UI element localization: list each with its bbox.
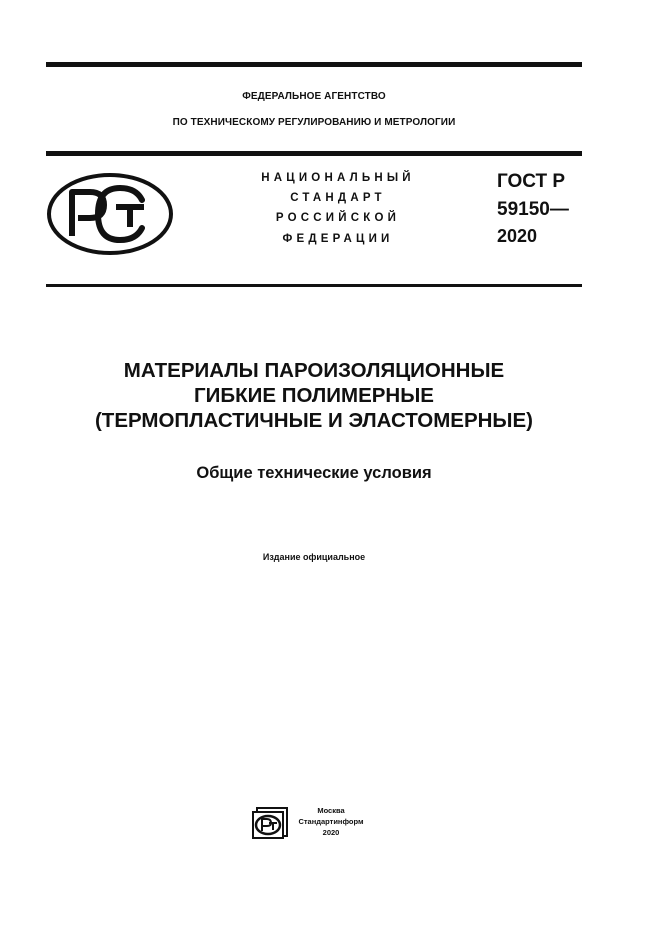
- top-rule: [46, 62, 582, 67]
- standartinform-logo-icon: [249, 806, 289, 840]
- title-line-2: ГИБКИЕ ПОЛИМЕРНЫЕ: [194, 384, 434, 407]
- standard-type-line-2: СТАНДАРТ: [290, 192, 386, 204]
- designation-line-3: 2020: [497, 226, 538, 246]
- header-bottom-rule: [46, 284, 582, 287]
- header-rule: [46, 151, 582, 156]
- standard-type-line-4: ФЕДЕРАЦИИ: [282, 233, 394, 245]
- designation-line-1: ГОСТ Р: [497, 171, 566, 192]
- publisher-year: 2020: [322, 828, 340, 837]
- gost-r-emblem-icon: [46, 172, 174, 256]
- standard-type-line-3: РОССИЙСКОЙ: [275, 212, 401, 224]
- agency-line-1: ФЕДЕРАЛЬНОЕ АГЕНТСТВО: [242, 91, 386, 102]
- title-line-3: (ТЕРМОПЛАСТИЧНЫЕ И ЭЛАСТОМЕРНЫЕ): [94, 409, 534, 432]
- subtitle: Общие технические условия: [196, 464, 432, 482]
- publisher-city: Москва: [317, 806, 345, 815]
- edition-note: Издание официальное: [262, 552, 366, 562]
- publisher-name: Стандартинформ: [298, 817, 364, 826]
- standard-type-line-1: НАЦИОНАЛЬНЫЙ: [261, 172, 415, 184]
- designation-line-2: 59150—: [497, 199, 569, 220]
- agency-line-2: ПО ТЕХНИЧЕСКОМУ РЕГУЛИРОВАНИЮ И МЕТРОЛОГИИ: [172, 117, 456, 128]
- title-line-1: МАТЕРИАЛЫ ПАРОИЗОЛЯЦИОННЫЕ: [123, 359, 505, 382]
